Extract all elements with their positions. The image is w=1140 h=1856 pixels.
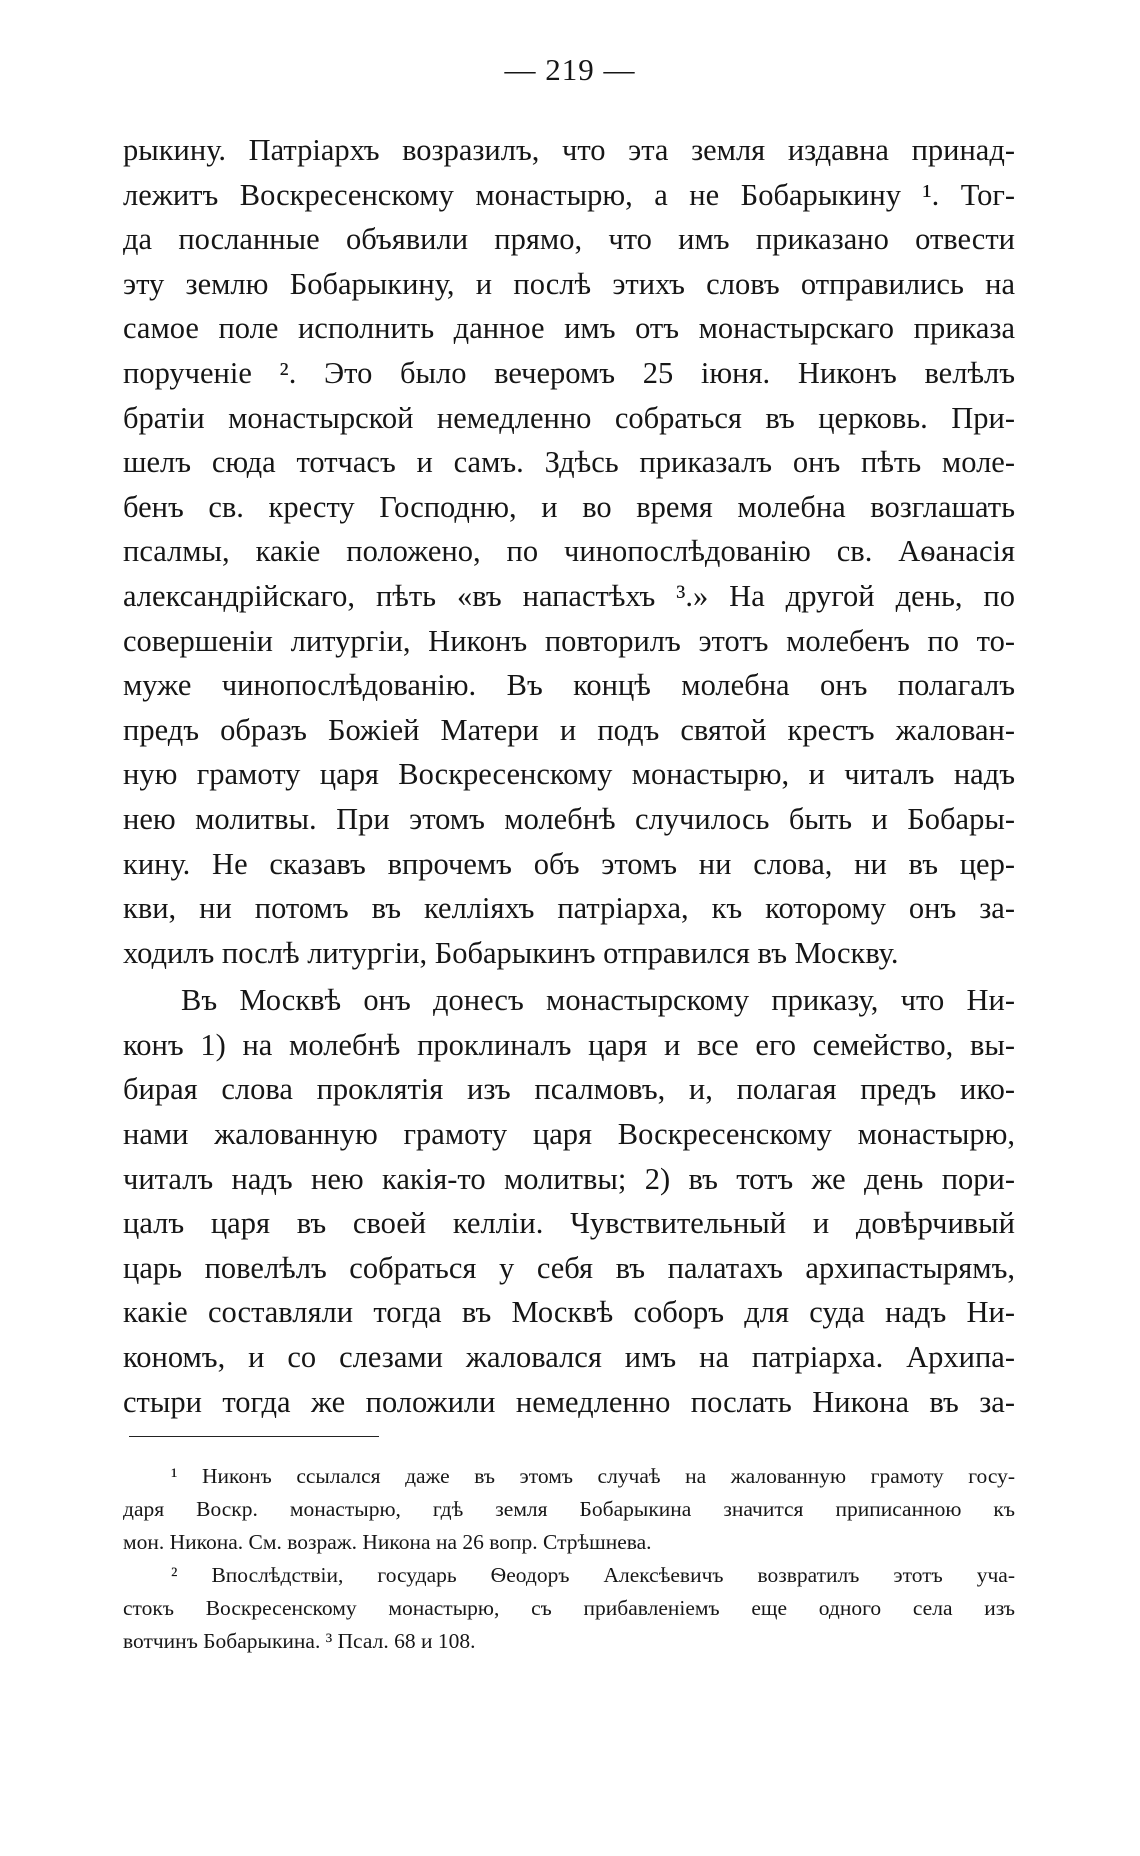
main-text [123,128,1015,1424]
footnote-line: стокъ Воскресенскому монастырю, съ прибавленіемъ еще одного села изъ [123,1596,1015,1620]
text-line: читалъ надъ нею какія-то молитвы; 2) въ тотъ же день пори- [123,1161,1015,1196]
text-line: конъ 1) на молебнѣ проклиналъ царя и все его семейство, вы- [123,1027,1015,1062]
text-line: Въ Москвѣ онъ донесъ монастырскому приказу, что Ни- [181,983,1015,1018]
footnote-line: ² Впослѣдствіи, государь Ѳеодоръ Алексѣевичъ возвратилъ этотъ уча- [171,1563,1015,1587]
text-line: нами жалованную грамоту царя Воскресенскому монастырю, [123,1117,1015,1152]
page-number: — 219 — [504,52,636,87]
footnotes [123,1460,1015,1658]
text-line: цалъ царя въ своей келліи. Чувствительный и довѣрчивый [123,1206,1015,1241]
text-line: кину. Не сказавъ впрочемъ объ этомъ ни слова, ни въ цер- [123,846,1015,881]
footnote-line: вотчинъ Бобарыкина. ³ Псал. 68 и 108. [123,1629,476,1653]
text-line: бирая слова проклятія изъ псалмовъ, и, полагая предъ ико- [123,1072,1015,1107]
text-line: да посланные объявили прямо, что имъ приказано отвести [123,222,1015,257]
text-line: нею молитвы. При этомъ молебнѣ случилось быть и Бобары- [123,801,1015,836]
text-line: самое поле исполнить данное имъ отъ монастырскаго приказа [123,311,1015,346]
text-line: совершеніи литургіи, Никонъ повторилъ этотъ молебенъ по то- [123,623,1015,658]
text-line: порученіе ². Это было вечеромъ 25 іюня. Никонъ велѣлъ [123,355,1015,390]
text-line: стыри тогда же положили немедленно послать Никона въ за- [123,1384,1015,1419]
text-line: рыкину. Патріархъ возразилъ, что эта земля издавна принад- [123,133,1015,167]
text-line: лежитъ Воскресенскому монастырю, а не Бобарыкину ¹. Тог- [123,177,1015,212]
text-line: ную грамоту царя Воскресенскому монастырю, и читалъ надъ [123,757,1015,792]
footnote-line: мон. Никона. См. возраж. Никона на 26 вопр. Стрѣшнева. [123,1530,652,1554]
text-line: шелъ сюда тотчасъ и самъ. Здѣсь приказалъ онъ пѣть моле- [123,445,1015,480]
text-line: кви, ни потомъ въ келліяхъ патріарха, къ которому онъ за- [123,891,1015,926]
text-line: бенъ св. кресту Господню, и во время молебна возглашать [123,489,1015,524]
text-line: муже чинопослѣдованію. Въ концѣ молебна онъ полагалъ [123,668,1015,703]
text-line: братіи монастырской немедленно собраться въ церковь. При- [123,400,1015,435]
footnote-divider [129,1436,379,1437]
text-line: царь повелѣлъ собраться у себя въ палатахъ архипастырямъ, [123,1250,1015,1285]
text-line: предъ образъ Божіей Матери и подъ святой крестъ жалован- [123,712,1015,747]
text-line: ходилъ послѣ литургіи, Бобарыкинъ отправился въ Москву. [123,935,899,970]
footnote-line: даря Воскр. монастырю, гдѣ земля Бобарыкина значится приписанною къ [123,1497,1015,1521]
footnote-line: ¹ Никонъ ссылался даже въ этомъ случаѣ на жалованную грамоту госу- [171,1464,1015,1488]
text-line: эту землю Бобарыкину, и послѣ этихъ словъ отправились на [123,266,1015,301]
text-line: какіе составляли тогда въ Москвѣ соборъ для суда надъ Ни- [123,1295,1015,1330]
text-line: александрійскаго, пѣть «въ напастѣхъ ³.» На другой день, по [123,578,1015,613]
text-line: псалмы, какіе положено, по чинопослѣдованію св. Аѳанасія [123,534,1015,569]
text-line: кономъ, и со слезами жаловался имъ на патріарха. Архипа- [123,1340,1015,1375]
